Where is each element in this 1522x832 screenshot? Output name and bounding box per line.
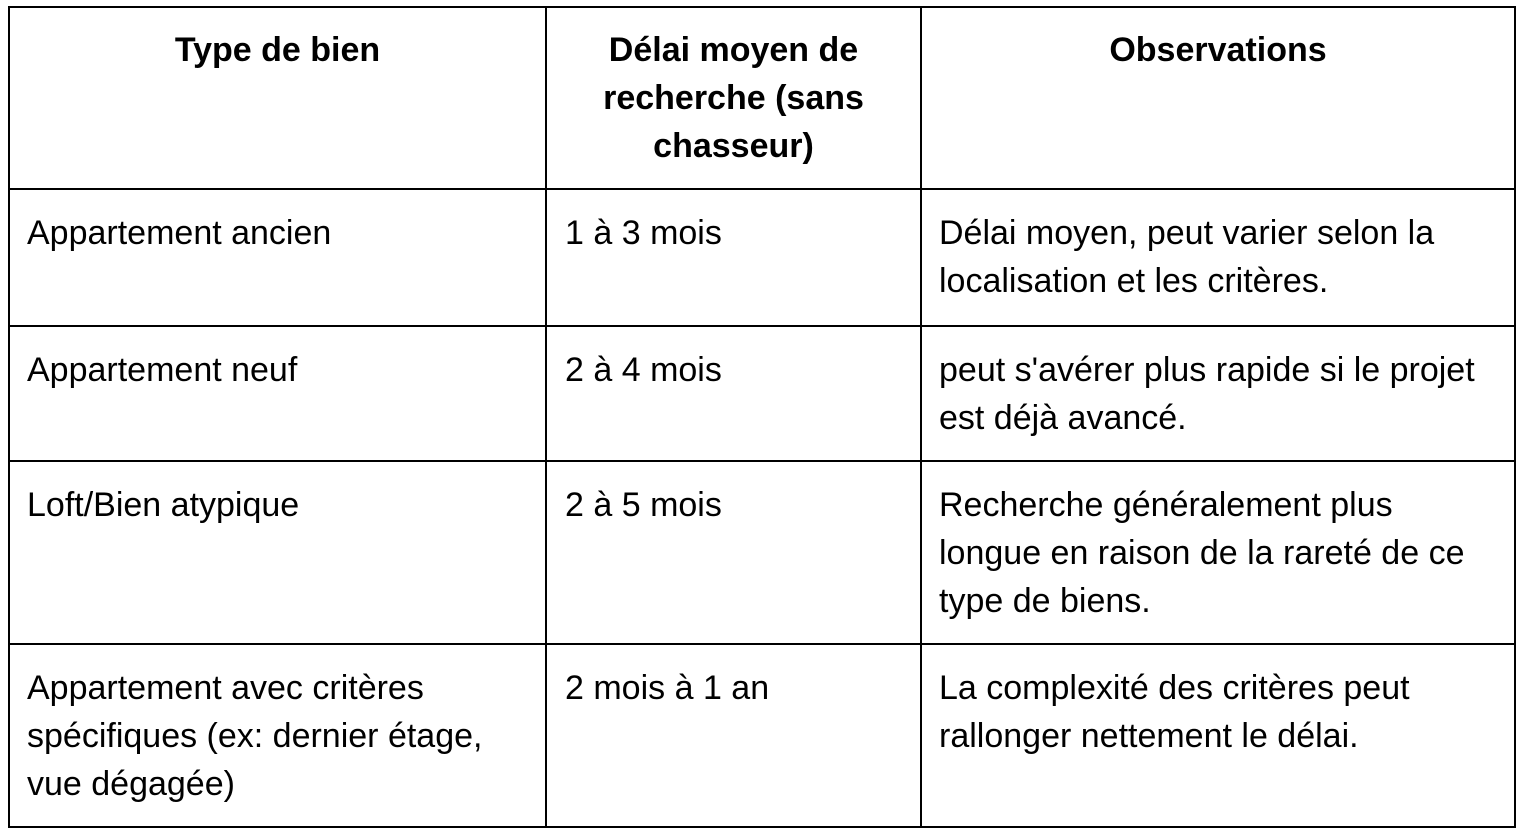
- cell-delay: 1 à 3 mois: [546, 189, 921, 326]
- header-observations: Observations: [921, 7, 1515, 189]
- cell-delay: 2 à 4 mois: [546, 326, 921, 461]
- cell-observations: Recherche généralement plus longue en raison de la rareté de ce type de biens.: [921, 461, 1515, 644]
- cell-type: Loft/Bien atypique: [9, 461, 546, 644]
- cell-type: Appartement avec critères spécifiques (ex: dernier étage, vue dégagée): [9, 644, 546, 827]
- cell-observations: Délai moyen, peut varier selon la localisation et les critères.: [921, 189, 1515, 326]
- cell-observations: peut s'avérer plus rapide si le projet est déjà avancé.: [921, 326, 1515, 461]
- search-delay-table: [8, 6, 1516, 828]
- header-type-de-bien: Type de bien: [9, 7, 546, 189]
- header-delai-moyen: Délai moyen de recherche (sans chasseur): [546, 7, 921, 189]
- cell-observations: La complexité des critères peut rallonger nettement le délai.: [921, 644, 1515, 827]
- table-row: [9, 326, 1515, 461]
- table-body: [9, 189, 1515, 827]
- table-header: [9, 7, 1515, 189]
- cell-type: Appartement ancien: [9, 189, 546, 326]
- cell-delay: 2 mois à 1 an: [546, 644, 921, 827]
- table-row: [9, 644, 1515, 827]
- header-row: [9, 7, 1515, 189]
- table-row: [9, 461, 1515, 644]
- table-row: [9, 189, 1515, 326]
- cell-delay: 2 à 5 mois: [546, 461, 921, 644]
- cell-type: Appartement neuf: [9, 326, 546, 461]
